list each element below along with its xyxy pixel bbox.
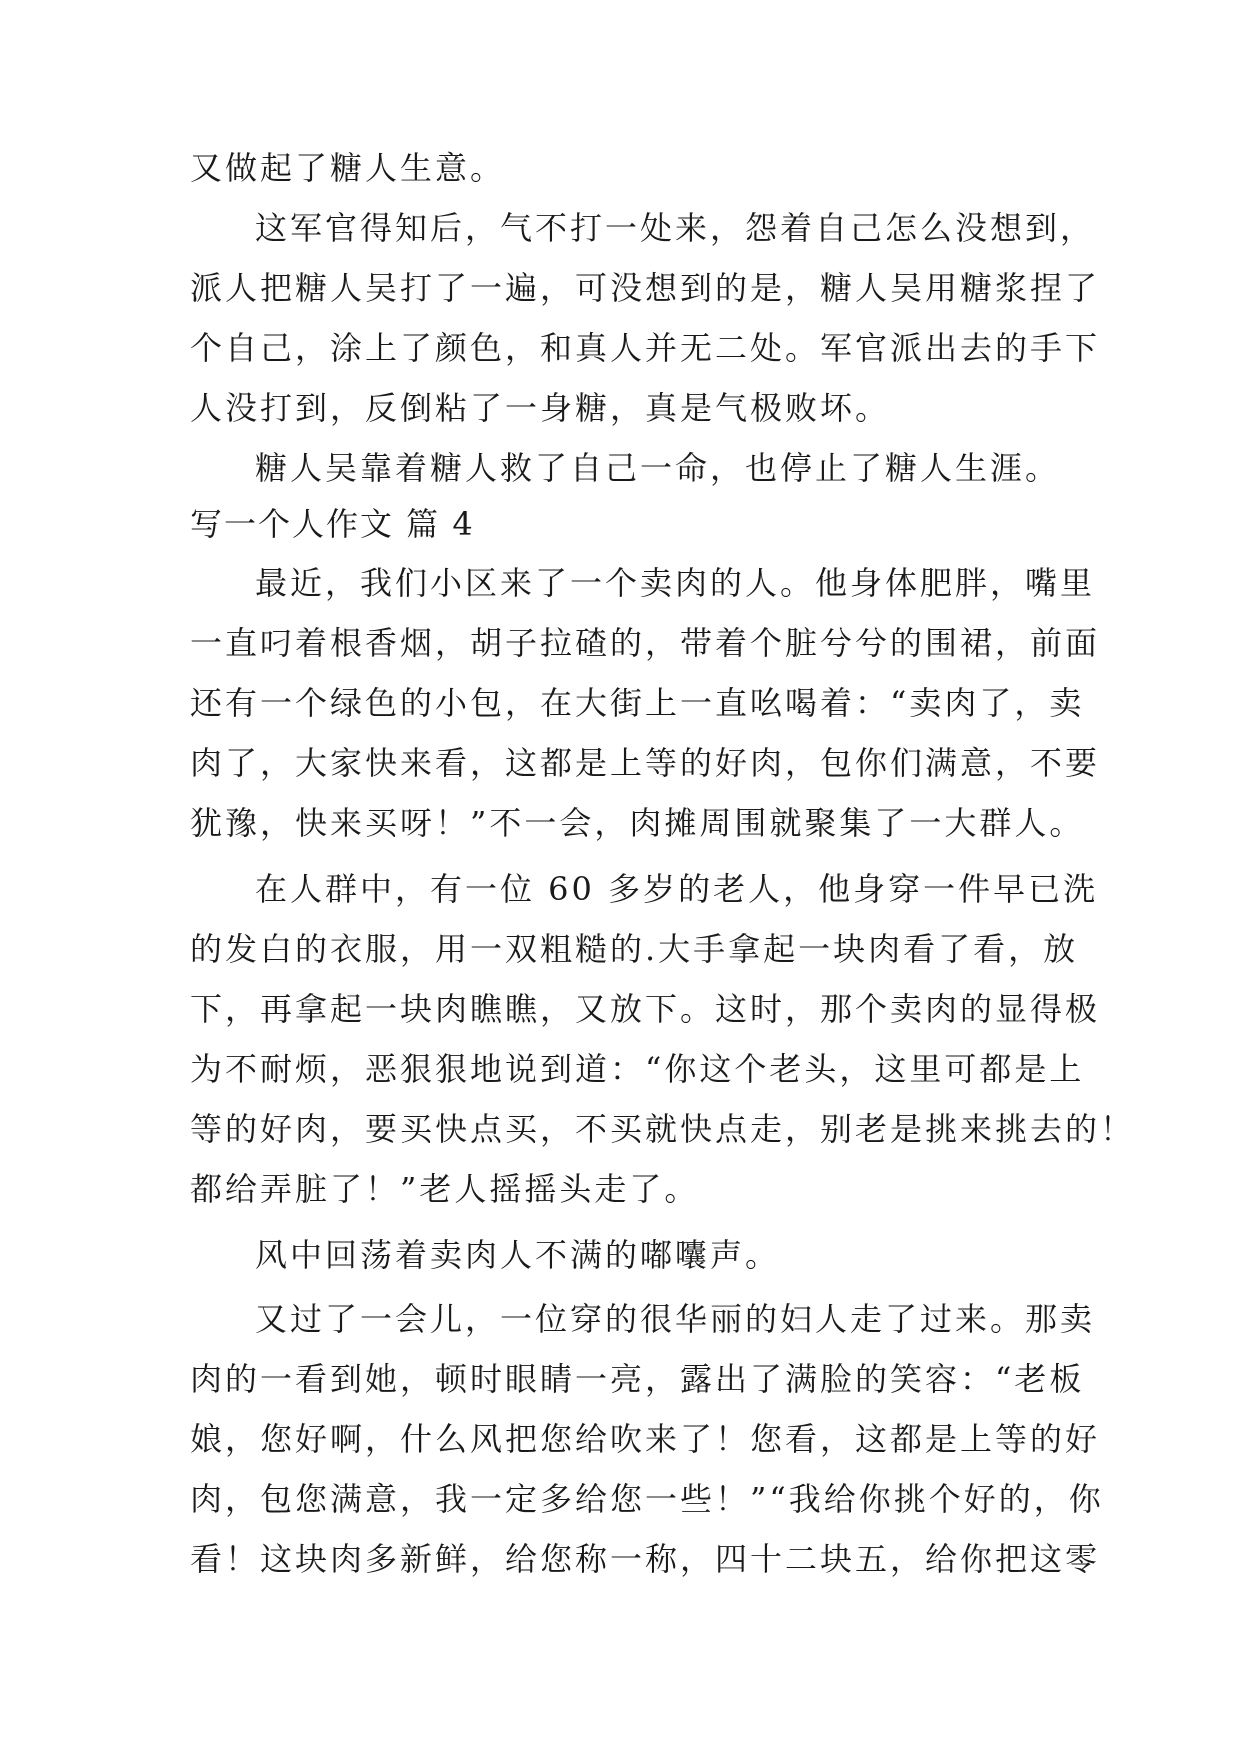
paragraph-start-line: 风中回荡着卖肉人不满的嘟囔声。 bbox=[255, 1236, 781, 1274]
text-line: 为不耐烦，恶狠狠地说到道：“你这个老头，这里可都是上 bbox=[190, 1050, 1085, 1088]
text-line: 派人把糖人吴打了一遍，可没想到的是，糖人吴用糖浆捏了 bbox=[190, 269, 1101, 307]
paragraph-start-line: 又过了一会儿，一位穿的很华丽的妇人走了过来。那卖 bbox=[255, 1300, 1096, 1338]
text-line: 个自己，涂上了颜色，和真人并无二处。军官派出去的手下 bbox=[190, 329, 1101, 367]
text-line: 还有一个绿色的小包，在大街上一直吆喝着：“卖肉了，卖 bbox=[190, 684, 1085, 722]
text-line: 肉的一看到她，顿时眼睛一亮，露出了满脸的笑容：“老板 bbox=[190, 1360, 1085, 1398]
text-line: 肉，包您满意，我一定多给您一些！”“我给你挑个好的，你 bbox=[190, 1480, 1104, 1518]
section-heading: 写一个人作文 篇 4 bbox=[190, 505, 475, 543]
text-line: 又做起了糖人生意。 bbox=[190, 149, 506, 187]
paragraph-start-line: 在人群中，有一位 60 多岁的老人，他身穿一件早已洗 bbox=[255, 870, 1099, 908]
text-line: 的发白的衣服，用一双粗糙的.大手拿起一块肉看了看，放 bbox=[190, 930, 1079, 968]
paragraph-start-line: 糖人吴靠着糖人救了自己一命，也停止了糖人生涯。 bbox=[255, 449, 1061, 487]
text-line: 下，再拿起一块肉瞧瞧，又放下。这时，那个卖肉的显得极 bbox=[190, 990, 1101, 1028]
text-line: 犹豫，快来买呀！”不一会，肉摊周围就聚集了一大群人。 bbox=[190, 804, 1085, 842]
text-line: 等的好肉，要买快点买，不买就快点走，别老是挑来挑去的！ bbox=[190, 1110, 1136, 1148]
text-line: 看！这块肉多新鲜，给您称一称，四十二块五，给你把这零 bbox=[190, 1540, 1101, 1578]
text-line: 一直叼着根香烟，胡子拉碴的，带着个脏兮兮的围裙，前面 bbox=[190, 624, 1101, 662]
text-line: 娘，您好啊，什么风把您给吹来了！您看，这都是上等的好 bbox=[190, 1420, 1101, 1458]
paragraph-start-line: 这军官得知后，气不打一处来，怨着自己怎么没想到， bbox=[255, 209, 1096, 247]
text-line: 人没打到，反倒粘了一身糖，真是气极败坏。 bbox=[190, 389, 891, 427]
text-line: 肉了，大家快来看，这都是上等的好肉，包你们满意，不要 bbox=[190, 744, 1101, 782]
paragraph-start-line: 最近，我们小区来了一个卖肉的人。他身体肥胖，嘴里 bbox=[255, 564, 1096, 602]
text-line: 都给弄脏了！”老人摇摇头走了。 bbox=[190, 1170, 700, 1208]
